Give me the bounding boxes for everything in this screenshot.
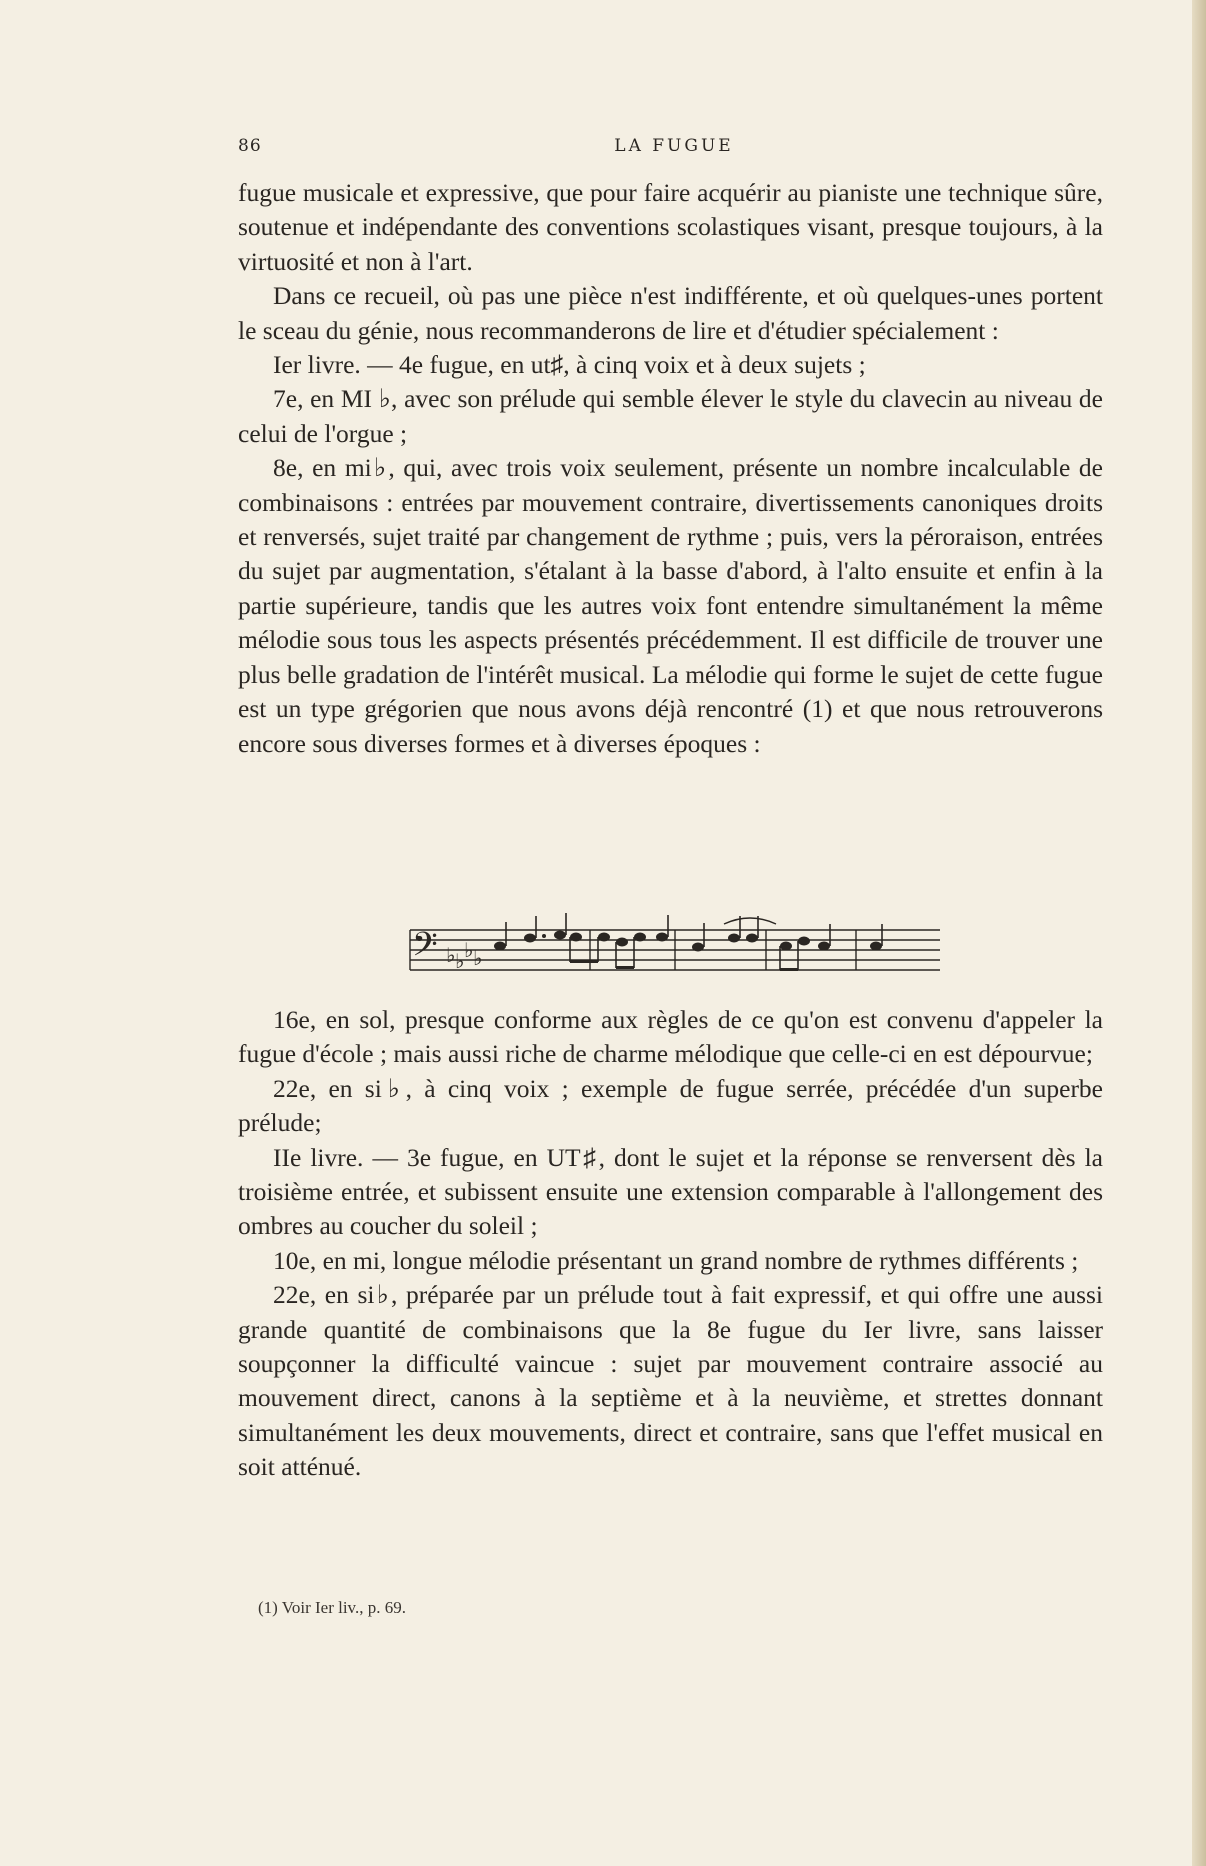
text-block-upper <box>238 176 1103 761</box>
paragraph: Ier livre. — 4e fugue, en ut♯, à cinq voix et à deux sujets ; <box>273 350 866 380</box>
footnote: (1) Voir Ier liv., p. 69. <box>258 1598 406 1617</box>
key-signature-flats-icon <box>446 938 482 973</box>
bass-clef-icon: 𝄢 <box>412 926 438 972</box>
paragraph: 10e, en mi, longue mélodie présentant un grand nombre de rythmes différents ; <box>273 1245 1079 1275</box>
page-header <box>238 136 1110 166</box>
svg-text:♭: ♭ <box>446 943 456 967</box>
paragraph: 8e, en mi♭, qui, avec trois voix seulement, présente un nombre incalculable de combinaisons : entrées par mouvement contraire, divertissements canoniques droits et renversés, sujet traité par changement de rythme ; puis, vers la péroraison, entrées du sujet par augmentation, s'étalant à la basse d'abord, à l'alto ensuite et enfin à la partie supérieure, tandis que les autres voix font entendre simultanément la même mélodie sous tous les aspects présentés précédemment. Il est difficile de trouver une plus belle gradation de l'intérêt musical. La mélodie qui forme le sujet de cette fugue est un type grégorien que nous avons déjà rencontré (1) et que nous retrouverons encore sous diverses formes et à diverses époques : <box>238 453 1103 758</box>
paragraph: 22e, en si♭, préparée par un prélude tout à fait expressif, et qui offre une aussi grande quantité de combinaisons que la 8e fugue du Ier livre, sans laisser soupçonner la difficulté vaincue : sujet par mouvement contraire associé au mouvement direct, canons à la septième et à la neuvième, et strettes donnant simultanément les deux mouvements, direct et contraire, sans que l'effet musical en soit atténué. <box>238 1280 1103 1482</box>
paragraph: IIe livre. — 3e fugue, en UT♯, dont le sujet et la réponse se renversent dès la troisième entrée, et subissent ensuite une extension comparable à l'allongement des ombres au coucher du soleil ; <box>238 1142 1103 1241</box>
paragraph: Dans ce recueil, où pas une pièce n'est indifférente, et où quelques-unes portent le sceau du génie, nous recommanderons de lire et d'étudier spécialement : <box>238 281 1103 345</box>
page-number: 86 <box>238 136 262 156</box>
music-excerpt <box>400 910 940 990</box>
svg-text:♭: ♭ <box>455 949 465 973</box>
text-block-lower <box>238 1003 1103 1485</box>
paragraph: 22e, en si♭, à cinq voix ; exemple de fugue serrée, précédée d'un superbe prélude; <box>238 1073 1103 1138</box>
page-edge <box>1192 0 1206 1866</box>
paragraph: 7e, en MI ♭, avec son prélude qui semble élever le style du clavecin au niveau de celui de l'orgue ; <box>238 384 1103 448</box>
svg-text:♭: ♭ <box>464 938 474 962</box>
paragraph: fugue musicale et expressive, que pour faire acquérir au pianiste une technique sûre, soutenue et indépendante des conventions scolastiques visant, presque toujours, à la virtuosité et non à l'art. <box>238 178 1103 276</box>
paragraph: 16e, en sol, presque conforme aux règles de ce qu'on est convenu d'appeler la fugue d'école ; mais aussi riche de charme mélodique que celle-ci en est dépourvue; <box>238 1005 1103 1069</box>
svg-text:♭: ♭ <box>473 946 483 970</box>
running-title: LA FUGUE <box>614 136 734 156</box>
